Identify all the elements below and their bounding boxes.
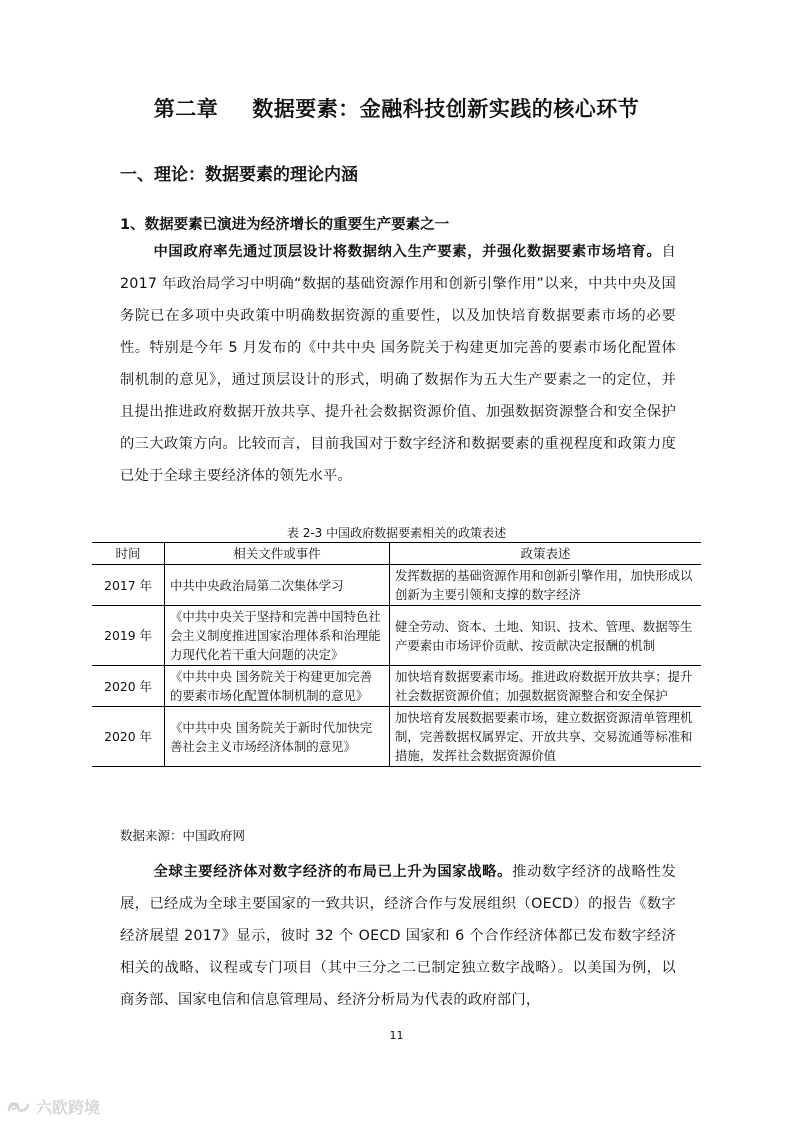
cell-statement: 健全劳动、资本、土地、知识、技术、管理、数据等生产要素由市场评价贡献、按贡献决定报酬的机制 [390, 606, 702, 666]
watermark-text: 六欧跨境 [36, 1098, 101, 1117]
header-statement: 政策表述 [390, 543, 702, 565]
watermark [6, 1095, 100, 1118]
section-heading: 一、理论：数据要素的理论内涵 [120, 165, 358, 185]
cell-document: 《中共中央关于坚持和完善中国特色社会主义制度推进国家治理体系和治理能力现代化若干重大问题的决定》 [165, 606, 390, 666]
table-row [92, 666, 701, 707]
paragraph-global-strategy [120, 856, 676, 1016]
paragraph-lead: 中国政府率先通过顶层设计将数据纳入生产要素，并强化数据要素市场培育。 [153, 244, 662, 260]
cell-document: 《中共中央 国务院关于构建更加完善的要素市场化配置体制机制的意见》 [165, 666, 390, 707]
paragraph-data-policy [120, 236, 676, 492]
table-row [92, 707, 701, 767]
table-row [92, 606, 701, 666]
cell-statement: 加快培育发展数据要素市场，建立数据资源清单管理机制，完善数据权属界定、开放共享、交易流通等标准和措施，发挥社会数据资源价值 [390, 707, 702, 767]
subsection-heading: 1、数据要素已演进为经济增长的重要生产要素之一 [120, 217, 450, 233]
cell-statement: 加快培育数据要素市场。推进政府数据开放共享；提升社会数据资源价值；加强数据资源整合和安全保护 [390, 666, 702, 707]
paragraph-body: 推动数字经济的战略性发展，已经成为全球主要国家的一致共识，经济合作与发展组织（OECD）的报告《数字经济展望 2017》显示，彼时 32 个 OECD 国家和 6 个合作经济体都已发布数字经济相关的战略、议程或专门项目（其中三分之二已制定独立数字战略）。以美国为例，以商务部、国家电信和信息管理局、经济分析局为代表的政府部门， [120, 864, 676, 1008]
chapter-title [0, 93, 793, 123]
cell-document: 《中共中央 国务院关于新时代加快完善社会主义市场经济体制的意见》 [165, 707, 390, 767]
chapter-name: 数据要素：金融科技创新实践的核心环节 [252, 97, 640, 121]
table-header-row [92, 543, 701, 565]
cell-year: 2019 年 [92, 606, 165, 666]
policy-table [92, 542, 701, 767]
cell-document: 中共中央政治局第二次集体学习 [165, 565, 390, 606]
chapter-number: 第二章 [153, 97, 219, 121]
table-caption: 表 2-3 中国政府数据要素相关的政策表述 [286, 526, 507, 540]
paragraph-lead: 全球主要经济体对数字经济的布局已上升为国家战略。 [153, 864, 513, 880]
paragraph-body: 自 2017 年政治局学习中明确“数据的基础资源作用和创新引擎作用”以来，中共中央及国务院已在多项中央政策中明确数据资源的重要性，以及加快培育数据要素市场的必要性。特别是今年 5 月发布的《中共中央 国务院关于构建更加完善的要素市场化配置体制机制的意见》，通过顶层设计的形式，明确了数据作为五大生产要素之一的定位，并且提出推进政府数据开放共享、提升社会数据资源价值、加强数据资源整合和安全保护的三大政策方向。比较而言，目前我国对于数字经济和数据要素的重视程度和政策力度已处于全球主要经济体的领先水平。 [120, 244, 676, 484]
table-source: 数据来源：中国政府网 [120, 828, 246, 843]
cell-statement: 发挥数据的基础资源作用和创新引擎作用，加快形成以创新为主要引领和支撑的数字经济 [390, 565, 702, 606]
cell-year: 2020 年 [92, 666, 165, 707]
header-document: 相关文件或事件 [165, 543, 390, 565]
cell-year: 2017 年 [92, 565, 165, 606]
cell-year: 2020 年 [92, 707, 165, 767]
logo-icon [6, 1098, 32, 1116]
table-row [92, 565, 701, 606]
header-year: 时间 [92, 543, 165, 565]
page-number: 11 [389, 1029, 404, 1042]
